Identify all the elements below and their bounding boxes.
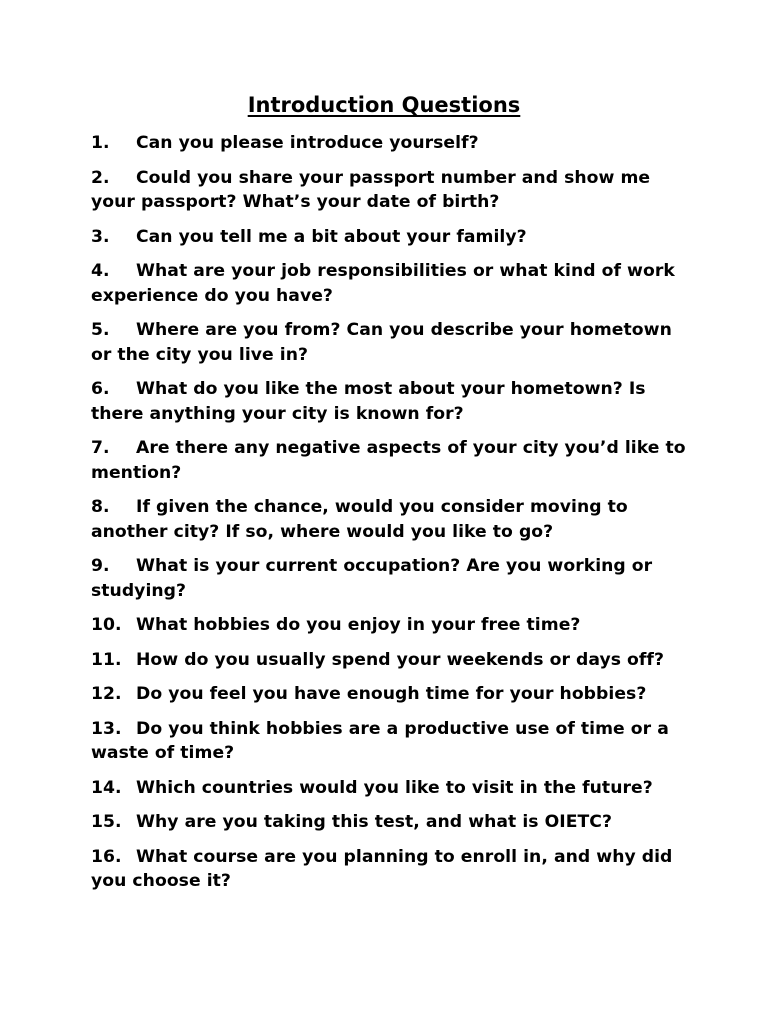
question-number: 12. <box>91 684 122 704</box>
document-title: Introduction Questions <box>247 93 521 117</box>
question-text: What do you like the most about your hometown? Is there anything your city is known for? <box>91 379 646 424</box>
question-number: 6. <box>91 379 110 399</box>
question-item <box>91 648 691 673</box>
question-text: Could you share your passport number and show me your passport? What’s your date of birth? <box>91 167 651 212</box>
question-text: What is your current occupation? Are you working or studying? <box>91 556 653 601</box>
question-number: 9. <box>91 556 110 576</box>
question-number: 8. <box>91 497 110 517</box>
question-item <box>91 377 691 426</box>
question-number: 3. <box>91 226 110 247</box>
question-text: Do you feel you have enough time for your hobbies? <box>136 684 647 704</box>
question-item <box>91 682 691 707</box>
question-number: 15. <box>91 812 122 832</box>
question-text: Can you please introduce yourself? <box>136 133 479 153</box>
question-text: What hobbies do you enjoy in your free time? <box>136 615 581 635</box>
question-number: 13. <box>91 718 122 739</box>
question-item <box>91 495 691 544</box>
question-item <box>91 845 691 894</box>
question-item <box>91 166 691 215</box>
question-text: Are there any negative aspects of your city you’d like to mention? <box>91 438 686 483</box>
question-text: Why are you taking this test, and what is OIETC? <box>136 812 612 832</box>
question-text: Which countries would you like to visit in the future? <box>136 777 653 798</box>
question-number: 2. <box>91 167 110 188</box>
question-item <box>91 776 691 801</box>
question-item <box>91 131 691 156</box>
question-number: 16. <box>91 846 122 867</box>
question-text: Where are you from? Can you describe your hometown or the city you live in? <box>91 320 672 365</box>
question-number: 5. <box>91 320 110 340</box>
question-number: 7. <box>91 438 110 458</box>
question-number: 14. <box>91 777 122 798</box>
question-text: What course are you planning to enroll in, and why did you choose it? <box>91 846 673 891</box>
question-item <box>91 225 691 250</box>
question-item <box>91 259 691 308</box>
question-item <box>91 318 691 367</box>
question-number: 10. <box>91 615 122 635</box>
question-text: How do you usually spend your weekends or days off? <box>136 649 664 670</box>
question-item <box>91 810 691 835</box>
question-text: If given the chance, would you consider moving to another city? If so, where would you like to go? <box>91 497 628 542</box>
question-text: What are your job responsibilities or what kind of work experience do you have? <box>91 261 675 306</box>
question-number: 1. <box>91 133 110 153</box>
question-list <box>91 131 691 904</box>
question-number: 11. <box>91 649 122 670</box>
question-item <box>91 613 691 638</box>
question-item <box>91 717 691 766</box>
question-text: Do you think hobbies are a productive use of time or a waste of time? <box>91 718 669 763</box>
question-item <box>91 436 691 485</box>
question-text: Can you tell me a bit about your family? <box>136 226 527 247</box>
question-number: 4. <box>91 261 110 281</box>
question-item <box>91 554 691 603</box>
